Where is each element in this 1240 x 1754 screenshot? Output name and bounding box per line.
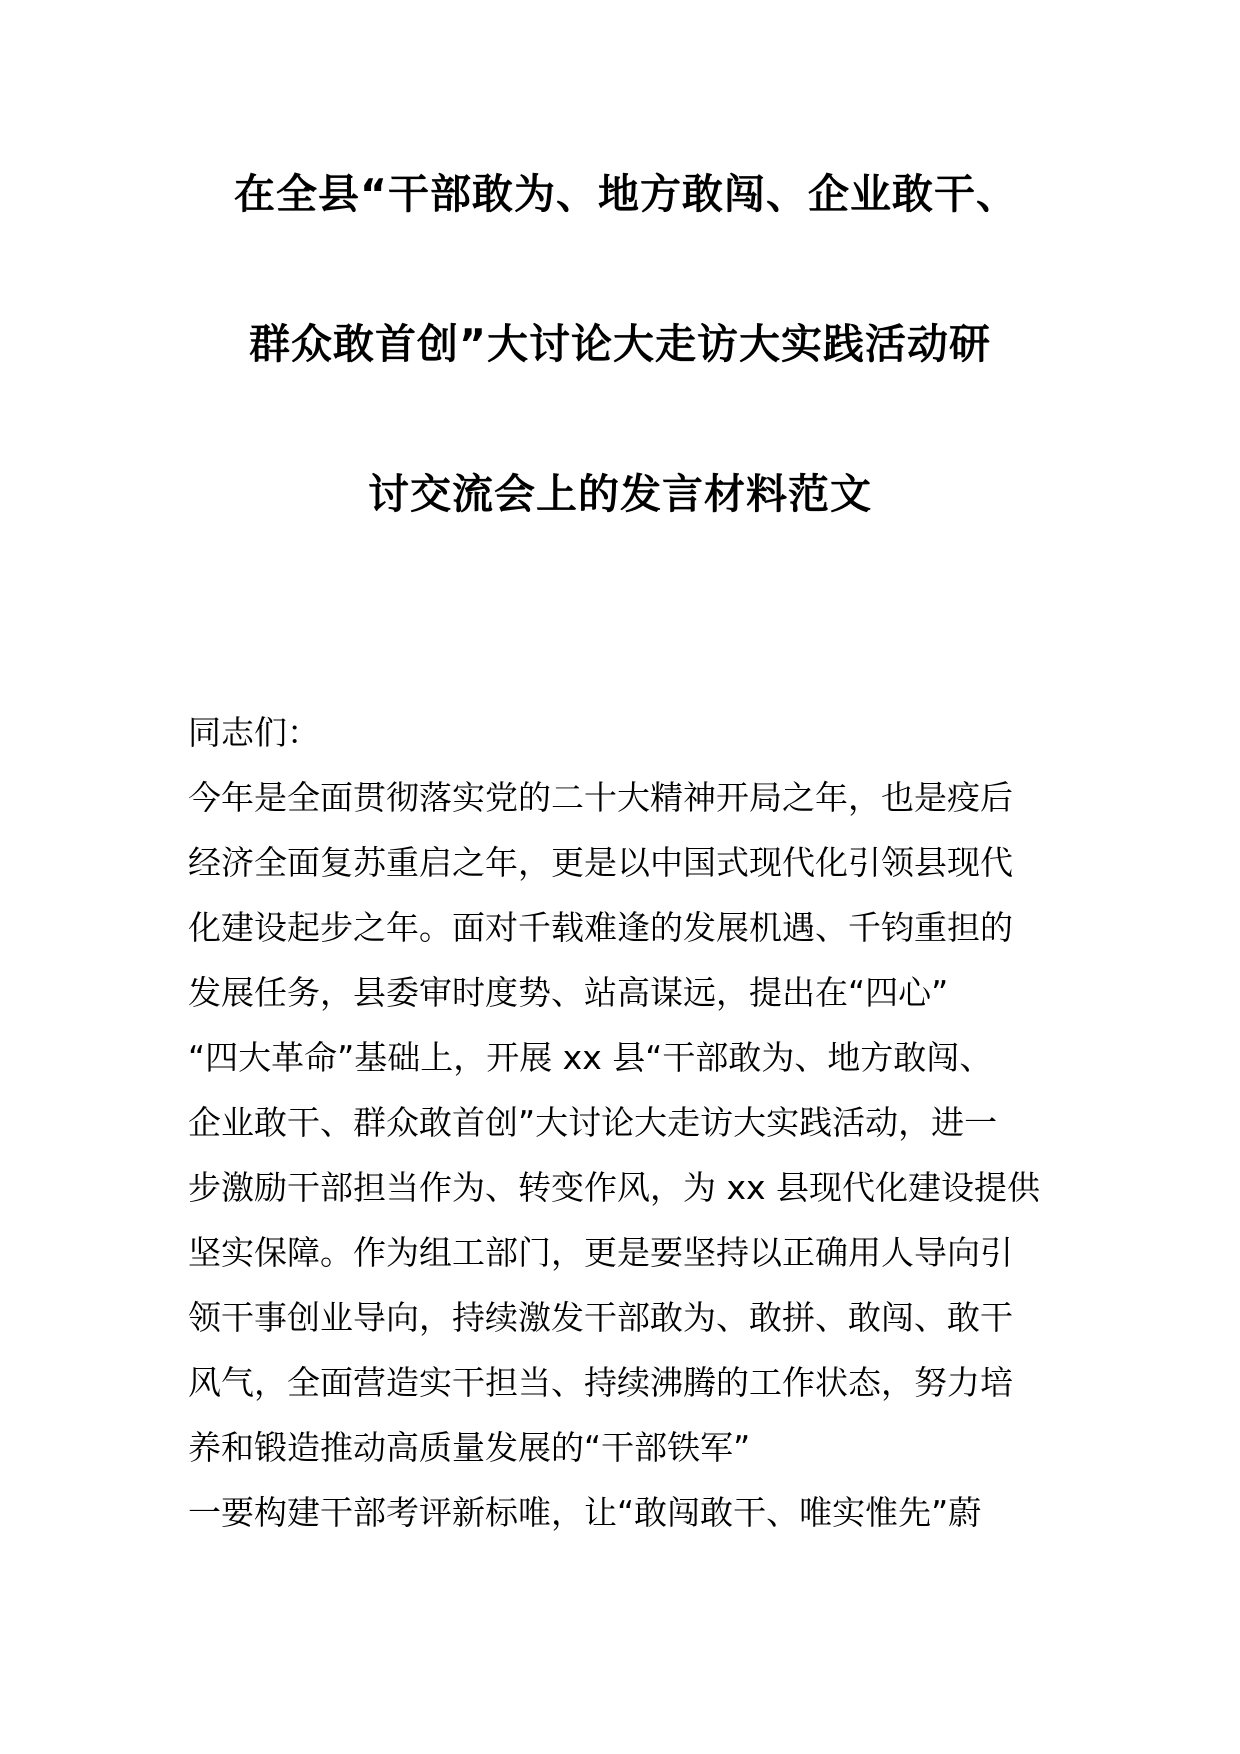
- body-line: 坚实保障。作为组工部门，更是要坚持以正确用人导向引: [188, 1233, 1013, 1272]
- body-line: 步激励干部担当作为、转变作风，为 xx 县现代化建设提供: [188, 1168, 1041, 1207]
- title-line: 在全县“干部敢为、地方敢闯、企业敢干、: [234, 170, 1018, 218]
- body-line: 领干事创业导向，持续激发干部敢为、敢拼、敢闯、敢干: [188, 1298, 1013, 1337]
- body-line: 今年是全面贯彻落实党的二十大精神开局之年，也是疫后: [188, 778, 1013, 817]
- document-body: [188, 700, 1058, 1545]
- title-line: 群众敢首创”大讨论大走访大实践活动研: [249, 320, 991, 368]
- body-line: 养和锻造推动高质量发展的“干部铁军”: [188, 1428, 751, 1467]
- document-title: [150, 170, 1090, 518]
- title-line: 讨交流会上的发言材料范文: [368, 470, 872, 518]
- salutation: 同志们：: [188, 713, 320, 752]
- body-line: 企业敢干、群众敢首创”大讨论大走访大实践活动，进一: [188, 1103, 998, 1142]
- body-line: 风气，全面营造实干担当、持续沸腾的工作状态，努力培: [188, 1363, 1013, 1402]
- body-line: 经济全面复苏重启之年，更是以中国式现代化引领县现代: [188, 843, 1013, 882]
- body-line: “四大革命”基础上，开展 xx 县“干部敢为、地方敢闯、: [188, 1038, 993, 1077]
- body-line: 发展任务，县委审时度势、站高谋远，提出在“四心”: [188, 973, 949, 1012]
- body-line: 化建设起步之年。面对千载难逢的发展机遇、千钧重担的: [188, 908, 1013, 947]
- body-line: 一要构建干部考评新标唯，让“敢闯敢干、唯实惟先”蔚: [188, 1493, 982, 1532]
